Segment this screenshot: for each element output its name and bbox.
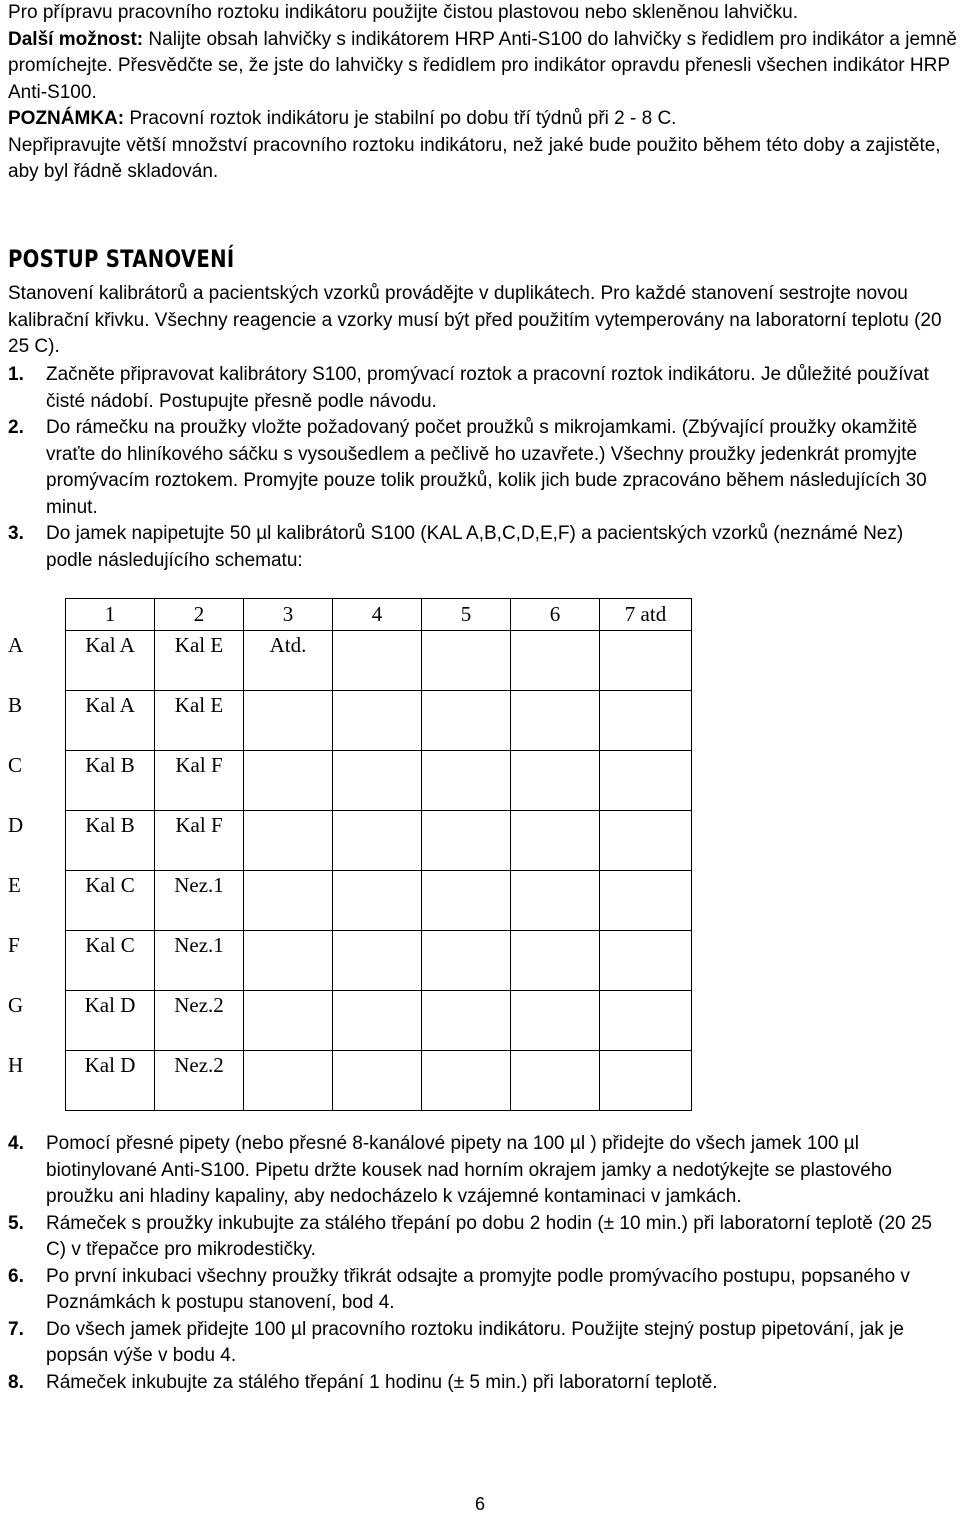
table-cell <box>155 991 244 1051</box>
table-cell <box>333 811 422 871</box>
step-text: Pomocí přesné pipety (nebo přesné 8-kanálové pipety na 100 µl ) přidejte do všech jamek 100 µl biotinylované Anti-S100. Pipetu držte kousek nad horním okrajem jamky a nedotýkejte se plastového proužku ani hladiny kapaliny, aby nedocházelo k vzájemné kontaminaci v jamkách. <box>46 1133 892 1207</box>
list-item <box>8 1264 954 1317</box>
step-number: 6. <box>8 1265 24 1287</box>
table-cell <box>600 871 692 931</box>
step-text: Rámeček inkubujte za stálého třepání 1 hodinu (± 5 min.) při laboratorní teplotě. <box>46 1371 718 1393</box>
cell-text: Kal F <box>175 753 223 777</box>
cell-text: Kal C <box>85 873 135 897</box>
cell-text: Nez.1 <box>174 933 224 957</box>
row-label: H <box>8 1052 24 1077</box>
row-label: C <box>8 752 23 777</box>
step-number: 3. <box>8 523 24 544</box>
section-heading: POSTUP STANOVENÍ <box>8 245 235 273</box>
table-row <box>8 631 692 691</box>
table-cell <box>600 811 692 871</box>
table-cell <box>333 931 422 991</box>
step-number: 5. <box>8 1212 24 1234</box>
step-text: Začněte připravovat kalibrátory S100, promývací roztok a pracovní roztok indikátoru. Je důležité používat čisté nádobí. Postupujte přesně podle návodu. <box>46 364 929 412</box>
table-row <box>8 811 692 871</box>
list-item <box>8 362 954 415</box>
table-cell <box>333 691 422 751</box>
table-cell <box>244 811 333 871</box>
table-cell <box>66 871 155 931</box>
cell-text: Kal D <box>84 993 136 1017</box>
step-number: 8. <box>8 1371 24 1393</box>
cell-text: Kal F <box>175 813 223 837</box>
paragraph-storage: Nepřipravujte větší množství pracovního roztoku indikátoru, než jaké bude použito během této doby a zajistěte, aby byl řádně skladován. <box>8 134 941 182</box>
page-number: 6 <box>474 1494 485 1514</box>
column-header: 7 atd <box>600 599 692 631</box>
table-cell <box>511 631 600 691</box>
list-item <box>8 521 954 574</box>
alternative-text: Nalijte obsah lahvičky s indikátorem HRP Anti-S100 do lahvičky s ředidlem pro indikátor a jemně promíchejte. Přesvědčte se, že jste do lahvičky s ředidlem pro indikátor opravdu přenesli všechen indikátor HRP Anti-S100. <box>8 28 957 103</box>
cell-text: Kal E <box>174 633 224 657</box>
table-cell <box>333 991 422 1051</box>
procedure-steps-second <box>8 1131 954 1396</box>
table-row <box>8 991 692 1051</box>
list-item <box>8 1211 954 1264</box>
table-cell <box>155 931 244 991</box>
list-item <box>8 1131 954 1211</box>
row-label: A <box>8 632 24 657</box>
table-cell <box>600 931 692 991</box>
table-cell <box>511 811 600 871</box>
table-cell <box>66 691 155 751</box>
corner-cell <box>8 599 66 631</box>
cell-text: Kal B <box>85 813 135 837</box>
table-cell <box>333 631 422 691</box>
table-cell <box>155 811 244 871</box>
table-cell <box>244 931 333 991</box>
table-cell <box>422 691 511 751</box>
table-cell <box>244 871 333 931</box>
list-item <box>8 1317 954 1370</box>
table-cell <box>66 991 155 1051</box>
table-header-row <box>8 599 692 631</box>
column-header: 2 <box>155 599 244 631</box>
step-text: Do jamek napipetujte 50 µl kalibrátorů S100 (KAL A,B,C,D,E,F) a pacientských vzorků (neznámé Nez) podle následujícího schematu: <box>46 523 904 571</box>
table-cell <box>422 871 511 931</box>
table-cell <box>600 1051 692 1111</box>
cell-text: Kal C <box>85 933 135 957</box>
table-cell <box>66 631 155 691</box>
row-label: E <box>8 872 21 897</box>
step-text: Do všech jamek přidejte 100 µl pracovního roztoku indikátoru. Použijte stejný postup pipetování, jak je popsán výše v bodu 4. <box>46 1318 904 1366</box>
table-cell <box>422 751 511 811</box>
procedure-steps-first <box>8 362 954 574</box>
column-header: 3 <box>244 599 333 631</box>
cell-text: Kal D <box>84 1053 136 1077</box>
step-text: Po první inkubaci všechny proužky třikrát odsajte a promyjte podle promývacího postupu, popsaného v Poznámkách k postupu stanovení, bod 4. <box>46 1265 910 1313</box>
cell-text: Kal B <box>85 753 135 777</box>
row-label: G <box>8 992 24 1017</box>
step-number: 4. <box>8 1133 24 1154</box>
table-cell: Atd. <box>244 631 333 691</box>
table-cell <box>600 691 692 751</box>
alternative-label: Další možnost: <box>8 28 144 50</box>
table-cell <box>422 1051 511 1111</box>
table-cell <box>244 691 333 751</box>
table-cell <box>511 1051 600 1111</box>
cell-text: Kal A <box>85 693 135 717</box>
table-cell <box>155 1051 244 1111</box>
table-cell <box>333 1051 422 1111</box>
note-text: Pracovní roztok indikátoru je stabilní po dobu tří týdnů při 2 - 8 C. <box>124 108 677 129</box>
table-cell <box>422 991 511 1051</box>
table-cell <box>422 811 511 871</box>
note-label: POZNÁMKA: <box>8 108 125 129</box>
table-cell <box>511 691 600 751</box>
table-cell <box>155 631 244 691</box>
table-cell <box>600 991 692 1051</box>
table-cell <box>333 751 422 811</box>
plate-layout-table <box>8 598 692 1111</box>
table-cell <box>511 871 600 931</box>
table-cell <box>244 751 333 811</box>
table-cell <box>66 811 155 871</box>
cell-text: Nez.2 <box>174 1053 224 1077</box>
step-text: Do rámečku na proužky vložte požadovaný počet proužků s mikrojamkami. (Zbývající proužky okamžitě vraťte do hliníkového sáčku s vysoušedlem a pečlivě ho uzavřete.) Všechny proužky jedenkrát promyjte promývacím roztokem. Promyjte pouze tolik proužků, kolik jich bude zpracováno během následujících 30 minut. <box>46 417 927 518</box>
column-header: 1 <box>66 599 155 631</box>
row-label: B <box>8 692 23 717</box>
table-cell <box>511 991 600 1051</box>
step-number: 2. <box>8 417 24 438</box>
table-cell <box>511 751 600 811</box>
section-intro: Stanovení kalibrátorů a pacientských vzorků provádějte v duplikátech. Pro každé stanovení sestrojte novou kalibrační křivku. Všechny reagencie a vzorky musí být před použitím vytemperovány na laboratorní teplotu (20 25 C). <box>8 283 942 357</box>
list-item <box>8 415 954 521</box>
table-cell <box>66 1051 155 1111</box>
table-cell <box>155 751 244 811</box>
column-header: 4 <box>333 599 422 631</box>
table-cell <box>66 931 155 991</box>
column-header: 6 <box>511 599 600 631</box>
cell-text: Kal A <box>85 633 135 657</box>
table-row <box>8 1051 692 1111</box>
table-cell <box>155 871 244 931</box>
row-label: F <box>8 932 20 957</box>
table-cell <box>600 631 692 691</box>
table-cell <box>66 751 155 811</box>
paragraph-bottle: Pro přípravu pracovního roztoku indikátoru použijte čistou plastovou nebo skleněnou lahvičku. <box>8 2 799 23</box>
step-text: Rámeček s proužky inkubujte za stálého třepání po dobu 2 hodin (± 10 min.) při laboratorní teplotě (20 25 C) v třepačce pro mikrodestičky. <box>46 1212 932 1260</box>
table-cell <box>422 631 511 691</box>
table-cell <box>333 871 422 931</box>
step-number: 1. <box>8 364 24 385</box>
table-cell <box>244 1051 333 1111</box>
cell-text: Kal E <box>174 693 224 717</box>
list-item <box>8 1370 954 1397</box>
table-cell <box>422 931 511 991</box>
table-row <box>8 871 692 931</box>
column-header: 5 <box>422 599 511 631</box>
table-row <box>8 691 692 751</box>
cell-text: Nez.2 <box>174 993 224 1017</box>
preparation-text <box>8 0 958 186</box>
row-label: D <box>8 812 24 837</box>
table-cell <box>600 751 692 811</box>
table-row <box>8 931 692 991</box>
step-number: 7. <box>8 1318 24 1340</box>
cell-text: Nez.1 <box>174 873 224 897</box>
table-cell <box>511 931 600 991</box>
table-cell <box>244 991 333 1051</box>
table-cell <box>155 691 244 751</box>
table-row <box>8 751 692 811</box>
